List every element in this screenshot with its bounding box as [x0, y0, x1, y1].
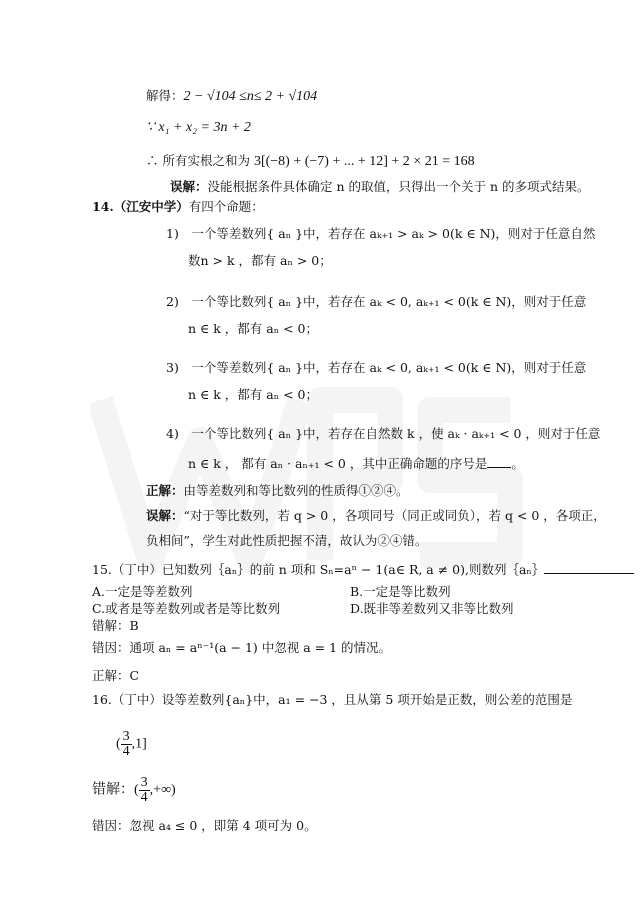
option-c: C.或者是等差数列或者是等比数列	[92, 601, 281, 616]
body-text: 没能根据条件具体确定 n 的取值，只得出一个关于 n 的多项式结果。	[207, 179, 590, 194]
conclusion-line	[146, 153, 475, 170]
question-text: 15.（丁中）已知数列｛aₙ｝的前 n 项和 Sₙ=aⁿ − 1(a∈ R, a ≠ 0),则数列｛aₙ｝	[92, 562, 545, 577]
error-reason-16: 错因：忽视 a₄ ≤ 0 ，即第 4 项可为 0。	[92, 818, 317, 833]
fraction	[121, 730, 132, 759]
wrong-answer-16	[92, 776, 176, 805]
question-14-heading	[92, 199, 264, 215]
proposition-2-line-1: 2) 一个等比数列{ aₙ }中，若存在 aₖ < 0, aₖ₊₁ < 0(k ∈ N)，则对于任意	[166, 294, 587, 309]
label-text: 正解：	[146, 483, 184, 498]
body-text: 有四个命题：	[188, 199, 264, 214]
formula: 3[(−8) + (−7) + ... + 12] + 2 × 21 = 168	[253, 154, 475, 169]
fraction-denominator: 4	[140, 790, 148, 805]
fraction-numerator: 3	[122, 729, 130, 744]
body-text: “对于等比数列，若 q > 0 ，各项同号（同正或同负），若 q < 0 ，各项正，	[183, 508, 606, 523]
answer-blank	[487, 455, 511, 468]
fraction-numerator: 3	[140, 775, 148, 790]
proposition-1-line-2: 数n > k ，都有 aₙ > 0；	[188, 253, 332, 268]
answer-16	[116, 730, 147, 759]
body-text: n ∈ k ， 都有 aₙ · aₙ₊₁ < 0 ，其中正确命题的序号是	[188, 456, 488, 471]
fraction-denominator: 4	[122, 744, 130, 759]
interval-end: ,1]	[131, 736, 147, 752]
label-text: 解得：	[146, 88, 184, 103]
answer-blank	[544, 561, 634, 574]
paren: (	[116, 736, 121, 752]
interval-end: ,+∞)	[149, 782, 176, 798]
proposition-1-line-1: 1) 一个等差数列{ aₙ }中，若存在 aₖ₊₁ > aₖ > 0(k ∈ N)，则对于任意自然	[166, 226, 596, 241]
correct-answer-15: 正解：C	[92, 668, 140, 683]
label-text: ∴ 所有实根之和为	[146, 153, 254, 168]
error-reason-15: 错因：通项 aₙ = aⁿ⁻¹(a − 1) 中忽视 a = 1 的情况。	[92, 640, 392, 655]
label-text: 误解：	[170, 179, 208, 194]
formula: 2 − √104 ≤n≤ 2 + √104	[183, 89, 318, 104]
sum-roots-formula: ∵ x₁ + x₂ = 3n + 2	[146, 120, 251, 135]
question-15	[92, 561, 634, 578]
option-b: B.一定是等比数列	[350, 584, 451, 599]
body-text: 由等差数列和等比数列的性质得①②④。	[183, 483, 409, 498]
solution-line-1	[146, 88, 317, 105]
misconception-line	[170, 179, 590, 195]
label-text: 误解：	[146, 508, 184, 523]
misconception-line-2	[146, 508, 606, 524]
punctuation: 。	[511, 456, 524, 471]
proposition-2-line-2: n ∈ k ，都有 aₙ < 0；	[188, 321, 319, 336]
proposition-3-line-1: 3) 一个等差数列{ aₙ }中，若存在 aₖ < 0, aₖ₊₁ < 0(k ∈ N)，则对于任意	[166, 360, 587, 375]
question-16: 16.（丁中）设等差数列{aₙ}中，a₁ = −3 ，且从第 5 项开始是正数，则公差的范围是	[92, 692, 573, 707]
option-d: D.既非等差数列又非等比数列	[350, 601, 514, 616]
label-text: 错解：(	[92, 782, 139, 798]
fraction	[139, 776, 150, 805]
wrong-answer-15: 错解：B	[92, 618, 139, 633]
question-number: 14.（江安中学）	[92, 199, 189, 214]
proposition-3-line-2: n ∈ k ，都有 aₙ < 0；	[188, 387, 319, 402]
correct-solution-line	[146, 483, 409, 499]
proposition-4-line-1: 4) 一个等比数列{ aₙ }中，若存在自然数 k ，使 aₖ · aₖ₊₁ < 0 ，则对于任意	[166, 426, 601, 441]
option-a: A.一定是等差数列	[92, 584, 193, 599]
misconception-line-2-cont: 负相间”，学生对此性质把握不清，故认为②④错。	[146, 533, 428, 548]
proposition-4-line-2	[188, 455, 524, 472]
